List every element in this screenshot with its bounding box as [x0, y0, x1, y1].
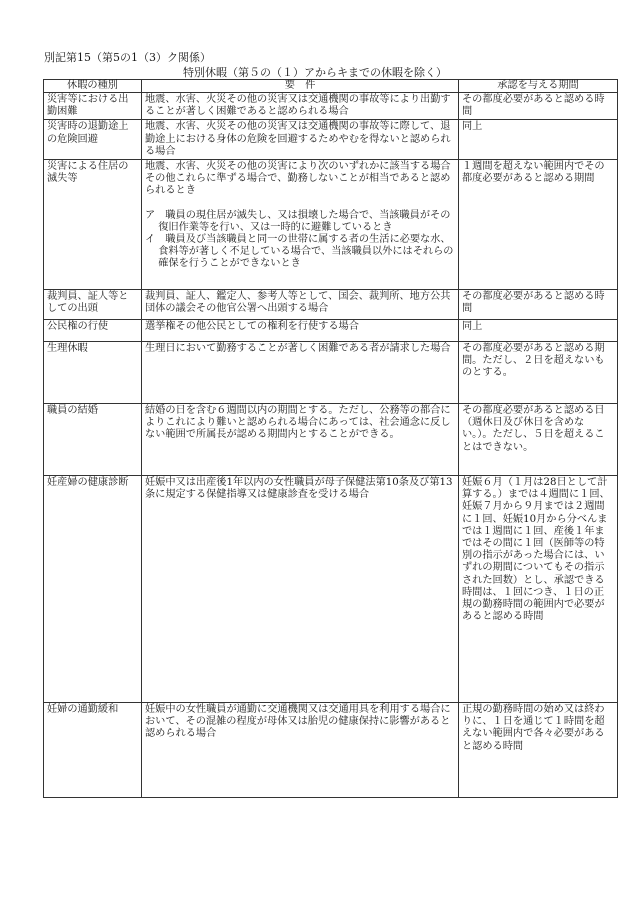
leave-type-cell: 災害等における出勤困難 — [44, 93, 142, 120]
document-title: 特別休暇（第５の（１）アからキまでの休暇を除く） — [183, 66, 447, 79]
leave-type-cell: 公民権の行使 — [44, 320, 142, 342]
requirement-text: 地震、水害、火災その他の災害により次のいずれかに該当する場合その他これらに準ずる場合で、勤務しないことが相当であると認められるとき — [145, 161, 451, 197]
approval-period-cell: その都度必要があると認める日（週休日及び休日を含めない。）。ただし、５日を超えることはできない。 — [459, 404, 618, 476]
document-reference: 別記第15（第5の1（3）ク関係） — [44, 51, 211, 64]
leave-type-cell: 生理休暇 — [44, 342, 142, 404]
column-header-requirement: 要 件 — [142, 80, 459, 93]
table-row — [44, 120, 618, 160]
approval-period-cell: 正規の勤務時間の始め又は終わりに、１日を通じて１時間を超えない範囲内で各々必要があると認める時間 — [459, 703, 618, 798]
approval-period-cell: その都度必要があると認める時間 — [459, 93, 618, 120]
leave-type-cell: 職員の結婚 — [44, 404, 142, 476]
table-header-row — [44, 80, 618, 93]
requirement-cell: 選挙権その他公民としての権利を行使する場合 — [142, 320, 459, 342]
leave-type-cell: 災害時の退勤途上の危険回避 — [44, 120, 142, 160]
table-row — [44, 404, 618, 476]
requirement-cell: 地震、水害、火災その他の災害又は交通機関の事故等により出勤することが著しく困難であると認められる場合 — [142, 93, 459, 120]
requirement-item: ア 職員の現住居が滅失し、又は損壊した場合で、当該職員がその復旧作業等を行い、又は一時的に避難しているとき — [145, 209, 451, 233]
column-header-leave-type: 休暇の種別 — [44, 80, 142, 93]
table-row — [44, 703, 618, 798]
requirement-cell: 妊娠中の女性職員が通勤に交通機関又は交通用具を利用する場合において、その混雑の程度が母体又は胎児の健康保持に影響があると認められる場合 — [142, 703, 459, 798]
leave-type-cell: 妊婦の通勤緩和 — [44, 703, 142, 798]
requirement-cell: 地震、水害、火災その他の災害又は交通機関の事故等に際して、退勤途上における身体の危険を回避するためやむを得ないと認められる場合 — [142, 120, 459, 160]
table-row — [44, 476, 618, 703]
special-leave-table — [43, 79, 618, 798]
leave-type-cell: 裁判員、証人等としての出頭 — [44, 290, 142, 320]
table-row — [44, 160, 618, 290]
leave-type-cell: 災害による住居の滅失等 — [44, 160, 142, 290]
requirement-cell: 妊娠中又は出産後1年以内の女性職員が母子保健法第10条及び第13条に規定する保健指導又は健康診査を受ける場合 — [142, 476, 459, 703]
approval-period-cell: その都度必要があると認める期間。ただし、２日を超えないものとする。 — [459, 342, 618, 404]
table-row — [44, 93, 618, 120]
approval-period-cell: １週間を超えない範囲内でその都度必要があると認める期間 — [459, 160, 618, 290]
requirement-cell — [142, 160, 459, 290]
spacer — [145, 198, 455, 210]
table-row — [44, 320, 618, 342]
column-header-approval-period: 承認を与える期間 — [459, 80, 618, 93]
approval-period-cell: 妊娠６月（１月は28日として計算する。）までは４週間に１回、妊娠７月から９月までは２週間に１回、妊娠10月から分べんまでは１週間に１回、産後１年まではその間に１回（医師等の特別の指示があった場合には、いずれの期間についてもその指示された回数）とし、承認できる時間は、１回につき、１日の正規の勤務時間の範囲内で必要があると認める時間 — [459, 476, 618, 703]
requirement-cell: 裁判員、証人、鑑定人、参考人等として、国会、裁判所、地方公共団体の議会その他官公署へ出頭する場合 — [142, 290, 459, 320]
approval-period-cell: その都度必要があると認める時間 — [459, 290, 618, 320]
table-row — [44, 342, 618, 404]
requirement-item: イ 職員及び当該職員と同一の世帯に属する者の生活に必要な水、食料等が著しく不足している場合で、当該職員以外にはそれらの確保を行うことができないとき — [145, 234, 454, 270]
requirement-cell: 生理日において勤務することが著しく困難である者が請求した場合 — [142, 342, 459, 404]
requirement-cell: 結婚の日を含む６週間以内の期間とする。ただし、公務等の都合によりこれにより難いと認められる場合にあっては、社会通念に反しない範囲で所属長が認める期間内とすることができる。 — [142, 404, 459, 476]
leave-type-cell: 妊産婦の健康診断 — [44, 476, 142, 703]
table-row — [44, 290, 618, 320]
approval-period-cell: 同上 — [459, 320, 618, 342]
approval-period-cell: 同上 — [459, 120, 618, 160]
